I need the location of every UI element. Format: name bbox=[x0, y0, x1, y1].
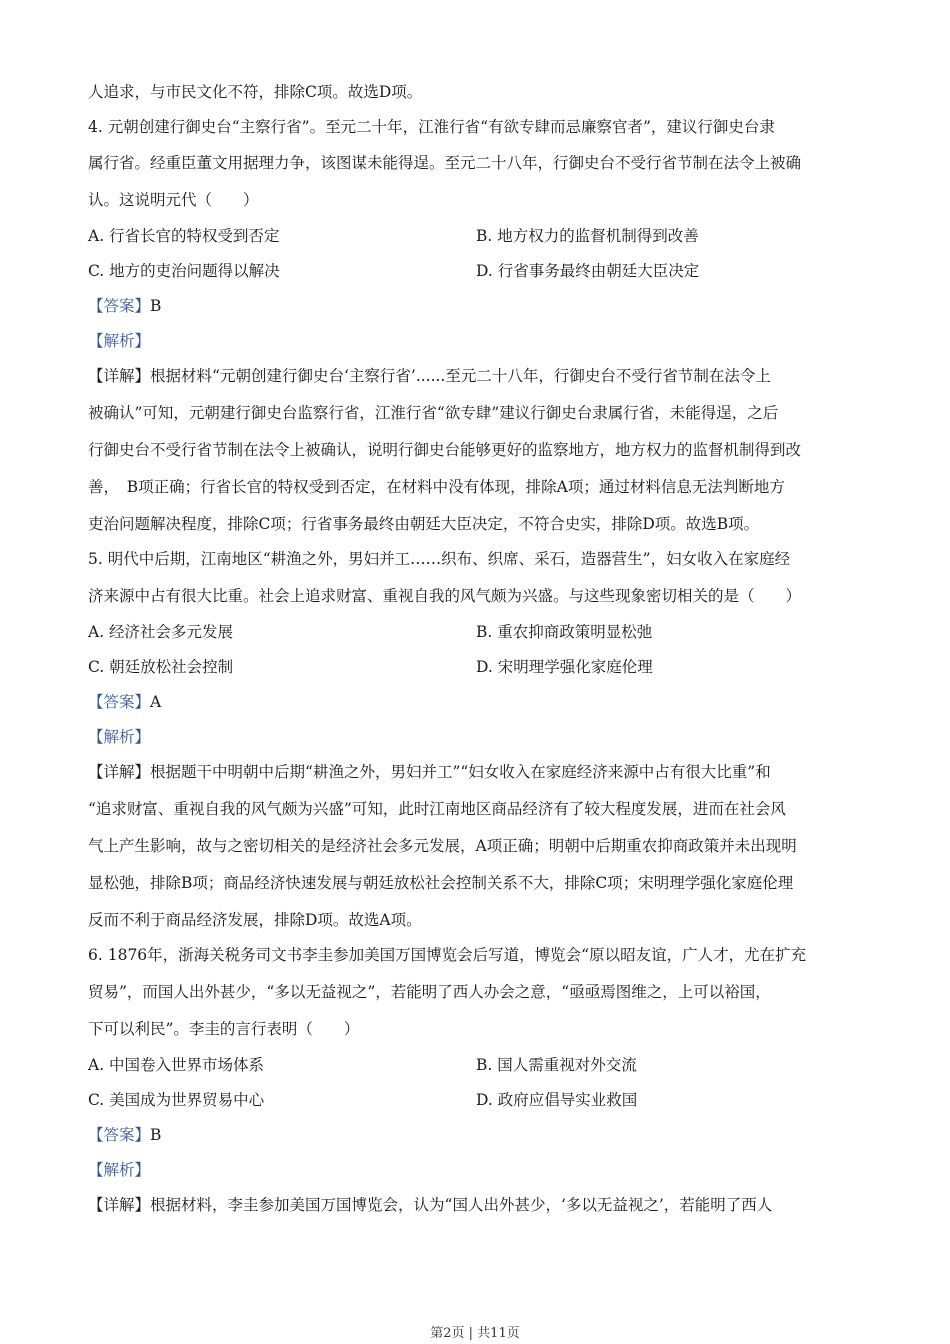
question-5-detail: 气上产生影响，故与之密切相关的是经济社会多元发展，A项正确；明朝中后期重农抑商政策并未出现明 bbox=[88, 837, 797, 855]
question-5-option-b: B. 重农抑商政策明显松弛 bbox=[476, 623, 653, 641]
question-6-stem: 贸易”，而国人出外甚少，“多以无益视之”，若能明了西人办会之意，“亟亟焉图维之，上可以裕国， bbox=[88, 983, 771, 1001]
answer-tag: 【答案】 bbox=[88, 1126, 151, 1144]
question-5-option-d: D. 宋明理学强化家庭伦理 bbox=[476, 658, 653, 676]
question-5-stem: 济来源中占有很大比重。社会上追求财富、重视自我的风气颇为兴盛。与这些现象密切相关的是（ ） bbox=[88, 587, 802, 605]
question-4-option-a: A. 行省长官的特权受到否定 bbox=[88, 227, 280, 245]
question-4-stem: 4. 元朝创建行御史台“主察行省”。至元二十年，江淮行省“有欲专肆而忌廉察官者”，建议行御史台隶 bbox=[88, 118, 775, 136]
question-6-option-d: D. 政府应倡导实业救国 bbox=[476, 1091, 638, 1109]
detail-text: 根据题干中明朝中后期“耕渔之外，男妇并工”“妇女收入在家庭经济来源中占有很大比重”和 bbox=[150, 763, 771, 781]
answer-value: A bbox=[150, 693, 162, 711]
paragraph-line: 人追求，与市民文化不符，排除C项。故选D项。 bbox=[88, 83, 423, 101]
analysis-tag: 【解析】 bbox=[88, 332, 151, 350]
answer-tag: 【答案】 bbox=[88, 693, 151, 711]
question-4-detail bbox=[88, 366, 771, 386]
question-4-option-d: D. 行省事务最终由朝廷大臣决定 bbox=[476, 262, 700, 280]
question-5-option-a: A. 经济社会多元发展 bbox=[88, 623, 234, 641]
question-4-detail: 吏治问题解决程度，排除C项；行省事务最终由朝廷大臣决定，不符合史实，排除D项。故选B项。 bbox=[88, 515, 760, 533]
question-4-stem: 认。这说明元代（ ） bbox=[88, 191, 259, 209]
question-6-option-c: C. 美国成为世界贸易中心 bbox=[88, 1091, 265, 1109]
detail-text: 根据材料，李圭参加美国万国博览会，认为“国人出外甚少，‘多以无益视之’，若能明了西人 bbox=[150, 1196, 773, 1214]
question-6-option-b: B. 国人需重视对外交流 bbox=[476, 1056, 637, 1074]
question-5-option-c: C. 朝廷放松社会控制 bbox=[88, 658, 234, 676]
question-5-detail bbox=[88, 762, 771, 782]
question-4-option-c: C. 地方的吏治问题得以解决 bbox=[88, 262, 280, 280]
detail-tag: 【详解】 bbox=[88, 763, 151, 781]
detail-tag: 【详解】 bbox=[88, 367, 151, 385]
question-5-detail: 反而不利于商品经济发展，排除D项。故选A项。 bbox=[88, 911, 422, 929]
detail-tag: 【详解】 bbox=[88, 1196, 151, 1214]
question-6-stem: 下可以利民”。李圭的言行表明（ ） bbox=[88, 1020, 360, 1038]
answer-value: B bbox=[150, 1126, 162, 1144]
question-6-option-a: A. 中国卷入世界市场体系 bbox=[88, 1056, 265, 1074]
question-6-stem: 6. 1876年，浙海关税务司文书李圭参加美国万国博览会后写道，博览会“原以昭友谊，广人才，尤在扩充 bbox=[88, 946, 807, 964]
analysis-tag: 【解析】 bbox=[88, 1161, 151, 1179]
question-5-stem: 5. 明代中后期，江南地区“耕渔之外，男妇并工……织布、织席、采石，造器营生”，妇女收入在家庭经 bbox=[88, 550, 791, 568]
question-6-detail bbox=[88, 1195, 772, 1215]
question-5-detail: “追求财富、重视自我的风气颇为兴盛”可知，此时江南地区商品经济有了较大程度发展，进而在社会风 bbox=[88, 800, 786, 818]
question-5-detail: 显松弛，排除B项；商品经济快速发展与朝廷放松社会控制关系不大，排除C项；宋明理学强化家庭伦理 bbox=[88, 874, 794, 892]
question-4-detail: 善， B项正确；行省长官的特权受到否定，在材料中没有体现，排除A项；通过材料信息无法判断地方 bbox=[88, 478, 785, 496]
question-4-detail: 被确认”可知，元朝建行御史台监察行省，江淮行省“欲专肆”建议行御史台隶属行省，未能得逞，之后 bbox=[88, 404, 779, 422]
question-6-answer bbox=[88, 1125, 161, 1145]
page-footer: 第2页 | 共11页 bbox=[430, 1326, 520, 1341]
answer-value: B bbox=[150, 297, 162, 315]
question-5-answer bbox=[88, 692, 161, 712]
question-4-answer bbox=[88, 296, 161, 316]
question-4-option-b: B. 地方权力的监督机制得到改善 bbox=[476, 227, 699, 245]
question-4-stem: 属行省。经重臣董文用据理力争，该图谋未能得逞。至元二十八年，行御史台不受行省节制在法令上被确 bbox=[88, 154, 802, 172]
analysis-tag: 【解析】 bbox=[88, 728, 151, 746]
question-4-analysis bbox=[88, 331, 150, 351]
answer-tag: 【答案】 bbox=[88, 297, 151, 315]
detail-text: 根据材料“元朝创建行御史台‘主察行省’......至元二十八年，行御史台不受行省节制在法令上 bbox=[150, 367, 771, 385]
question-5-analysis bbox=[88, 727, 150, 747]
question-4-detail: 行御史台不受行省节制在法令上被确认，说明行御史台能够更好的监察地方，地方权力的监督机制得到改 bbox=[88, 441, 802, 459]
question-6-analysis bbox=[88, 1160, 150, 1180]
